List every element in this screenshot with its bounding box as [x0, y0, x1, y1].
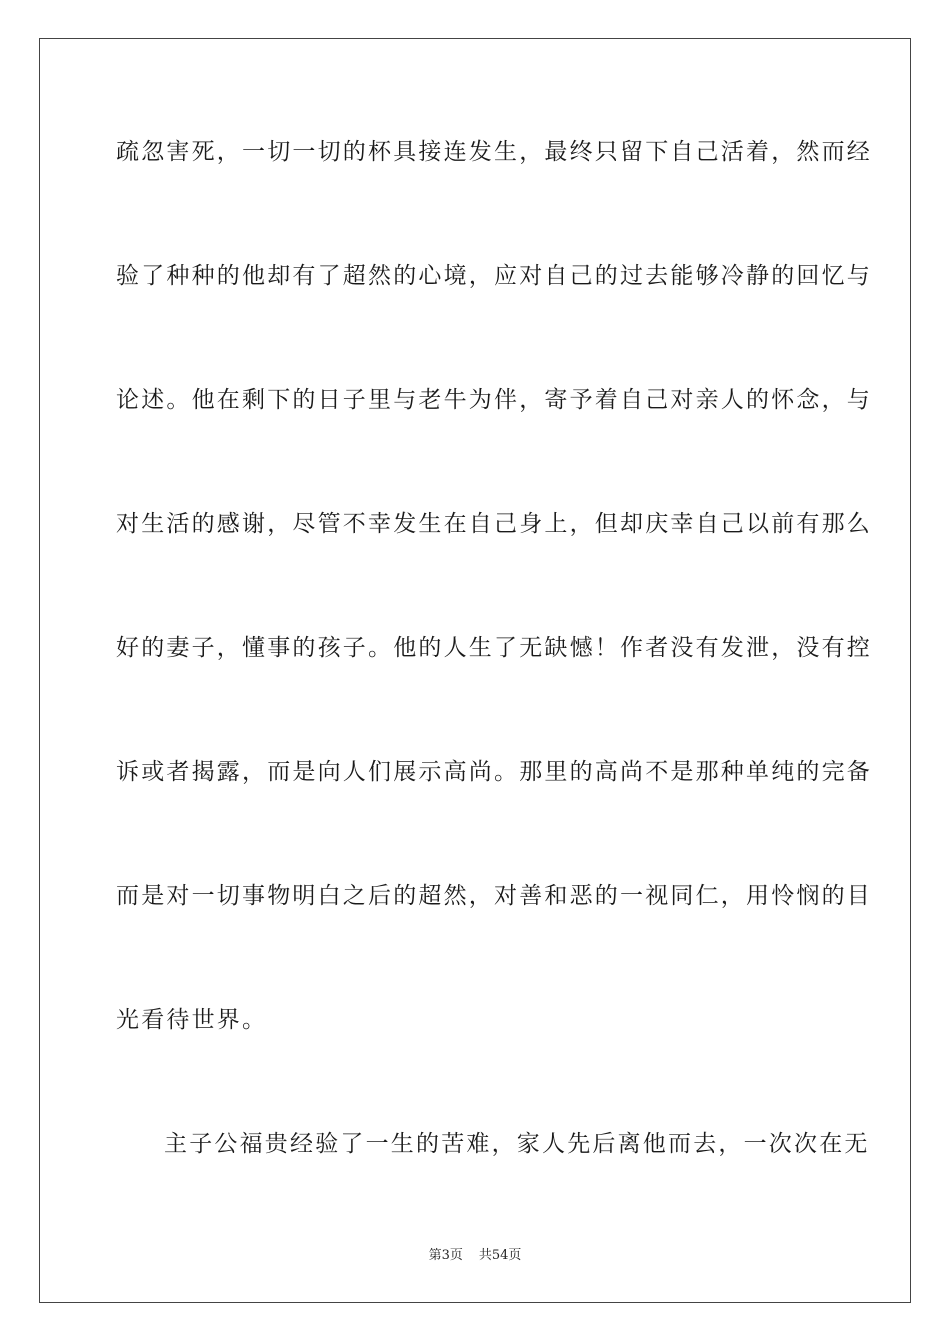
body-line-1: 疏忽害死，一切一切的杯具接连发生，最终只留下自己活着，然而经: [116, 139, 872, 165]
page-border: [39, 38, 911, 1303]
body-line-9: 主子公福贵经验了一生的苦难，家人先后离他而去，一次次在无: [164, 1131, 870, 1157]
body-line-6: 诉或者揭露，而是向人们展示高尚。那里的高尚不是那种单纯的完备: [116, 759, 872, 785]
body-line-4: 对生活的感谢，尽管不幸发生在自己身上，但却庆幸自己以前有那么: [116, 511, 872, 537]
body-line-3: 论述。他在剩下的日子里与老牛为伴，寄予着自己对亲人的怀念，与: [116, 387, 872, 413]
body-line-5: 好的妻子，懂事的孩子。他的人生了无缺憾！作者没有发泄，没有控: [116, 635, 872, 661]
page-number-total: 共54页: [478, 1248, 522, 1263]
page-footer: [0, 1247, 950, 1265]
body-line-8: 光看待世界。: [116, 1007, 268, 1033]
body-line-7: 而是对一切事物明白之后的超然，对善和恶的一视同仁，用怜悯的目: [116, 883, 872, 909]
body-line-2: 验了种种的他却有了超然的心境，应对自己的过去能够冷静的回忆与: [116, 263, 872, 289]
page-number-current: 第3页: [428, 1248, 463, 1263]
